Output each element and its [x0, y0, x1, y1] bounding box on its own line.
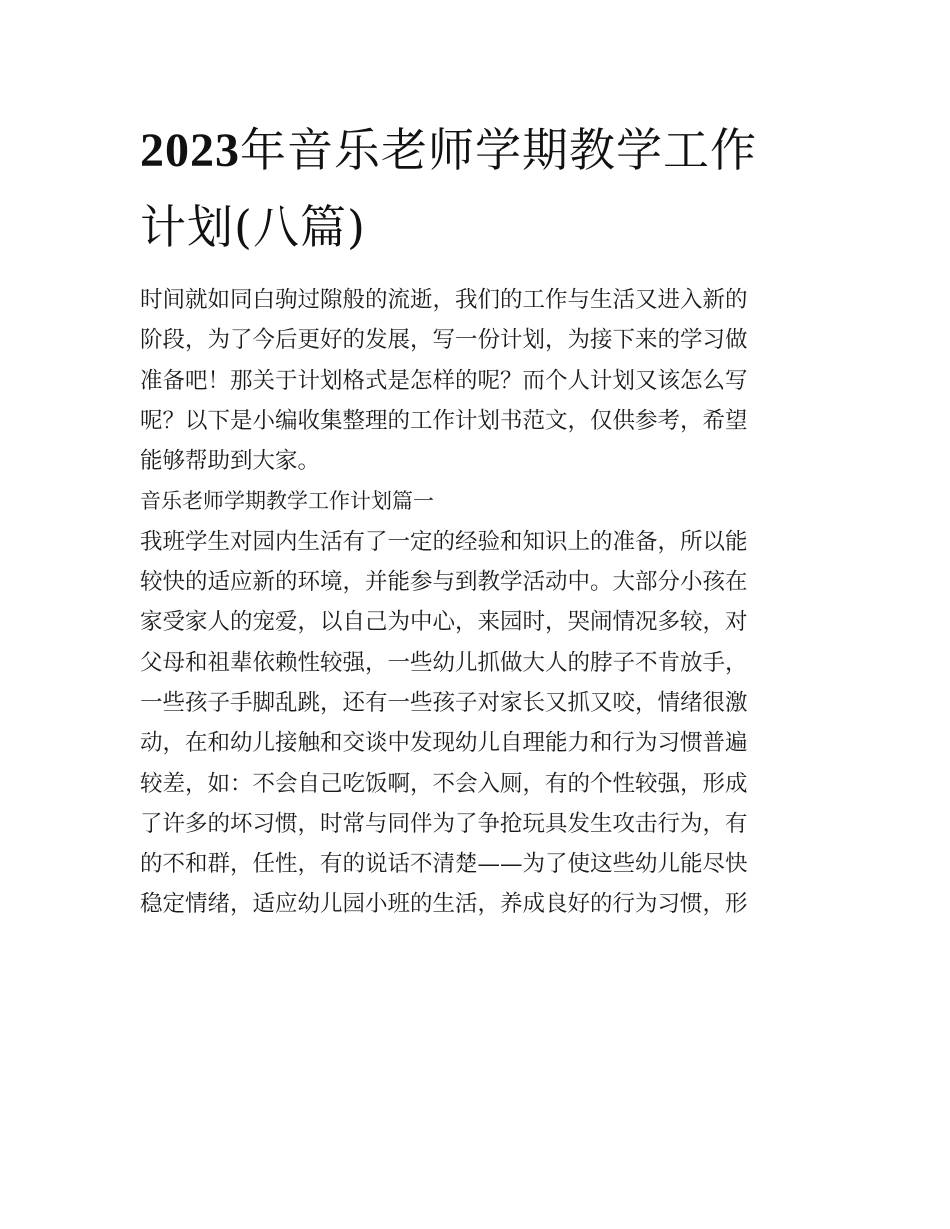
section-line: 的不和群，任性，有的说话不清楚——为了使这些幼儿能尽快: [140, 851, 748, 878]
title-year: 2023: [140, 124, 240, 177]
document-body: [140, 280, 816, 925]
section-line: 父母和祖辈依赖性较强，一些幼儿抓做大人的脖子不肯放手，: [140, 649, 748, 676]
intro-line: 能够帮助到大家。: [140, 448, 321, 475]
section-line: 动，在和幼儿接触和交谈中发现幼儿自理能力和行为习惯普遍: [140, 730, 748, 757]
intro-line: 呢？以下是小编收集整理的工作计划书范文，仅供参考，希望: [140, 407, 748, 434]
intro-line: 时间就如同白驹过隙般的流逝，我们的工作与生活又进入新的: [140, 287, 748, 313]
section-heading: [140, 481, 816, 521]
intro-paragraph: [140, 280, 816, 481]
section-heading-text: 音乐老师学期教学工作计划篇一: [140, 489, 434, 514]
section-paragraph: [140, 522, 816, 925]
section-line: 了许多的坏习惯，时常与同伴为了争抢玩具发生攻击行为，有: [140, 810, 748, 837]
section-line: 较差，如：不会自己吃饭啊，不会入厕，有的个性较强，形成: [140, 770, 748, 797]
title-line-2: 计划(八篇): [140, 200, 366, 254]
document-title: [140, 112, 830, 265]
title-line-1: [140, 112, 830, 189]
intro-line: 准备吧！那关于计划格式是怎样的呢？而个人计划又该怎么写: [140, 367, 748, 394]
section-line: 稳定情绪，适应幼儿园小班的生活，养成良好的行为习惯，形: [140, 891, 748, 918]
section-line: 家受家人的宠爱，以自己为中心，来园时，哭闹情况多较，对: [140, 609, 748, 636]
section-line: 我班学生对园内生活有了一定的经验和知识上的准备，所以能: [140, 528, 748, 555]
title-text: 年音乐老师学期教学工作: [240, 123, 757, 177]
section-line: 较快的适应新的环境，并能参与到教学活动中。大部分小孩在: [140, 569, 748, 596]
section-line: 一些孩子手脚乱跳，还有一些孩子对家长又抓又咬，情绪很激: [140, 689, 748, 716]
intro-line: 阶段，为了今后更好的发展，写一份计划，为接下来的学习做: [140, 327, 748, 354]
